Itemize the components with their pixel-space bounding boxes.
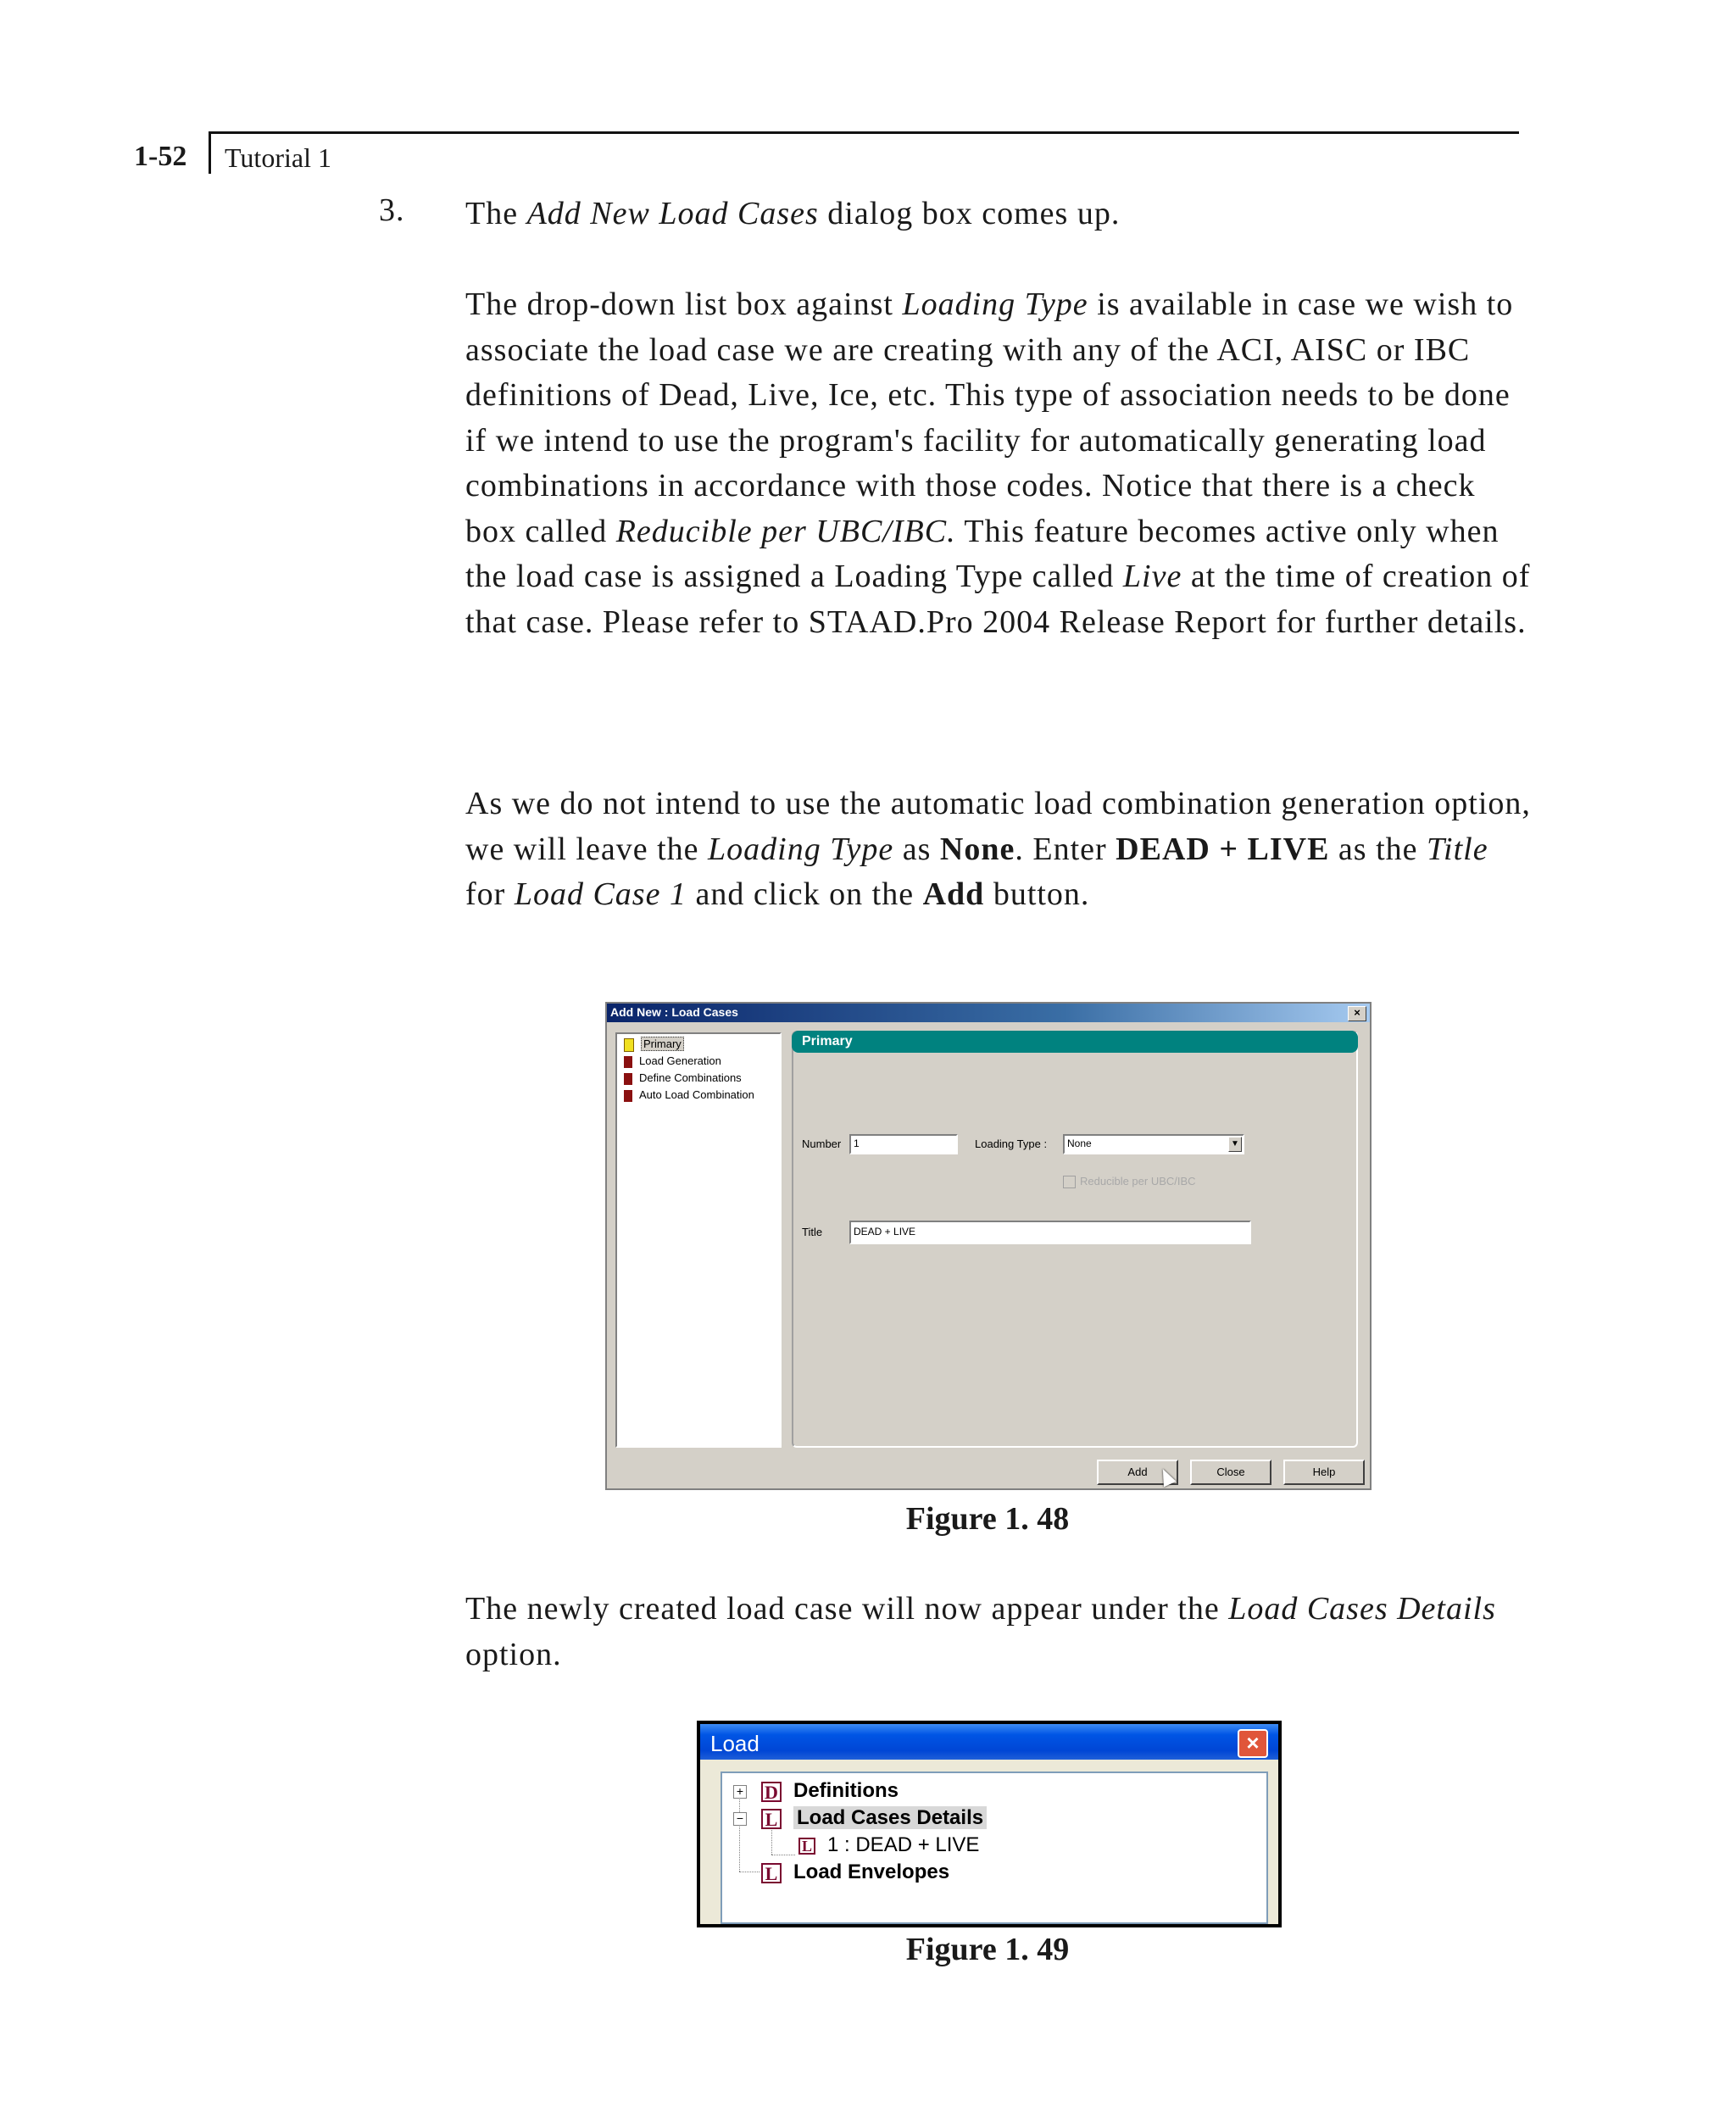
tree-item-load-case-1[interactable]: L 1 : DEAD + LIVE [798,1833,979,1858]
chapter-title: Tutorial 1 [225,142,331,173]
page-icon [624,1038,634,1052]
panel-heading: Primary [792,1031,1358,1053]
step-intro: The Add New Load Cases dialog box comes up. [465,196,1121,231]
paragraph-instructions: As we do not intend to use the automatic load combination generation option, we will leave the Loading Type as None. Enter DEAD + LIVE as the Title for Load Case 1 and click on the Add button. [465,786,1531,912]
load-icon: L [761,1809,782,1829]
load-icon: L [761,1863,782,1883]
tree-item-define-combinations[interactable]: Define Combinations [624,1071,742,1088]
chevron-down-icon: ▼ [1228,1137,1242,1152]
dialog-titlebar [607,1004,1370,1022]
page-icon [624,1090,632,1102]
load-window [697,1721,1282,1927]
category-tree [615,1032,782,1448]
reducible-label: Reducible per UBC/IBC [1080,1175,1196,1187]
number-label: Number [802,1137,842,1150]
definitions-icon: D [761,1782,782,1802]
expand-icon[interactable]: + [733,1785,747,1799]
add-load-cases-dialog [605,1002,1372,1490]
load-tree [721,1771,1268,1924]
dialog-close-button[interactable]: × [1348,1006,1366,1021]
tree-item-load-generation[interactable]: Load Generation [624,1054,721,1071]
title-label: Title [802,1226,823,1238]
load-window-titlebar [700,1724,1278,1760]
tree-item-primary[interactable]: Primary [624,1037,684,1054]
collapse-icon[interactable]: − [733,1812,747,1826]
load-icon: L [798,1838,815,1855]
page-number: 1-52 [134,141,187,172]
dialog-title: Add New : Load Cases [610,1005,738,1019]
tree-connector [739,1792,740,1872]
paragraph-loading-type: The drop-down list box against Loading Type is available in case we wish to associate the load case we are creating with any of the ACI, AISC or IBC definitions of Dead, Live, Ice, etc. This type of association needs to be done if we intend to use the program's facility for automatically generating load combinations in accordance with those codes. Notice that there is a check box called Reducible per UBC/IBC. This feature becomes active only when the load case is assigned a Loading Type called Live at the time of creation of that case. Please refer to STAAD.Pro 2004 Release Report for further details. [465,286,1531,640]
title-field[interactable]: DEAD + LIVE [849,1221,1251,1244]
load-window-title: Load [710,1731,760,1756]
close-icon[interactable]: × [1238,1729,1268,1758]
figure-1-49-caption: Figure 1. 49 [905,1932,1070,1967]
loading-type-label: Loading Type : [975,1137,1048,1150]
help-button[interactable]: Help [1283,1460,1365,1485]
loading-type-select[interactable]: None ▼ [1063,1134,1244,1154]
close-button[interactable]: Close [1190,1460,1271,1485]
page-icon [624,1073,632,1085]
header-rule [209,131,1519,134]
paragraph-load-cases-details: The newly created load case will now appear under the Load Cases Details option. [465,1591,1496,1672]
number-field[interactable]: 1 [849,1134,958,1154]
tree-item-definitions[interactable]: D Definitions [761,1778,899,1804]
step-number: 3. [379,192,405,228]
figure-1-48-caption: Figure 1. 48 [905,1501,1070,1537]
reducible-checkbox[interactable] [1063,1176,1076,1188]
tree-item-auto-load-combination[interactable]: Auto Load Combination [624,1088,754,1105]
page-icon [624,1056,632,1068]
tree-item-load-cases-details[interactable]: L Load Cases Details [761,1805,987,1831]
tree-item-load-envelopes[interactable]: L Load Envelopes [761,1860,949,1885]
header-divider [209,131,211,174]
add-button[interactable]: Add [1097,1460,1178,1485]
